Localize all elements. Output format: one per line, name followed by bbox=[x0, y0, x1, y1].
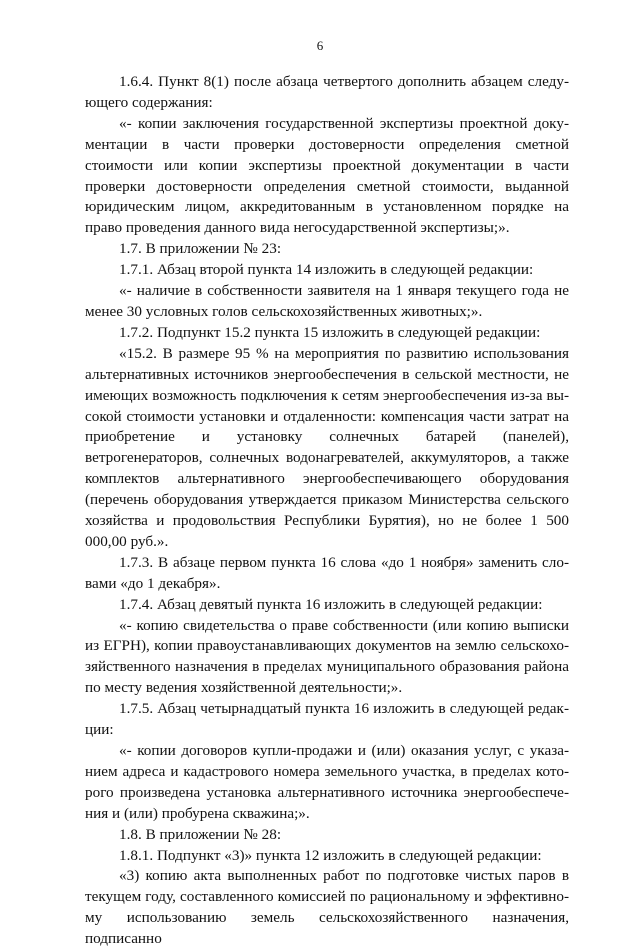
paragraph-1-7-2-quote: «15.2. В размере 95 % на мероприятия по развитию использования альтернативных источников энергообеспечения в сельской местности, не имеющих возможность подключения к сетям энергообеспечения из-за высокой стоимости установки и отдаленности: компенсация части затрат на приобретение и установку солнечных батарей (панелей), ветрогенераторов, солнечных водонагревателей, аккумуляторов, а также комплектов альтернативного энергообеспечивающего оборудования (перечень оборудования утверждается приказом Министерства сельского хозяйства и продовольствия Республики Бурятия), но не более 1 500 000,00 руб.». bbox=[85, 344, 569, 550]
paragraph-1-6-4-quote: «- копии заключения государственной экспертизы проектной документации в части проверки достоверности определения сметной стоимости или копии экспертизы проектной документации в части проверки достоверности определения сметной стоимости, выданной юридическим лицом, аккредитованным в установленном порядке на право проведения данного вида негосударственной экспертизы;». bbox=[85, 114, 569, 237]
paragraph-1-8-1: 1.8.1. Подпункт «3)» пункта 12 изложить в следующей редакции: bbox=[119, 846, 542, 864]
page-number: 6 bbox=[316, 38, 324, 53]
paragraph-1-7-5-quote: «- копии договоров купли-продажи и (или) оказания услуг, с указанием адреса и кадастрового номера земельного участка, в пределах которого произведена установка альтернативного источника энергообеспечения и (или) пробурена скважина;». bbox=[85, 742, 569, 822]
paragraph-1-7-4-quote: «- копию свидетельства о праве собственности (или копию выписки из ЕГРН), копии правоустанавливающих документов на землю сельскохозяйственного назначения в пределах муниципального образования района по месту ведения хозяйственной деятельности;». bbox=[85, 616, 569, 697]
paragraph-1-7-2: 1.7.2. Подпункт 15.2 пункта 15 изложить в следующей редакции: bbox=[119, 323, 541, 341]
document-body bbox=[85, 72, 569, 950]
paragraph-1-8: 1.8. В приложении № 28: bbox=[119, 825, 282, 843]
paragraph-1-8-1-quote: «3) копию акта выполненных работ по подготовке чистых паров в текущем году, составленного комиссией по рациональному и эффективному использованию земель сельскохозяйственного назначения, подписанно bbox=[85, 867, 569, 948]
paragraph-1-7-4: 1.7.4. Абзац девятый пункта 16 изложить в следующей редакции: bbox=[119, 595, 543, 613]
paragraph-1-7-1-quote: «- наличие в собственности заявителя на 1 января текущего года не менее 30 условных голов сельскохозяйственных животных;». bbox=[85, 282, 569, 320]
paragraph-1-6-4: 1.6.4. Пункт 8(1) после абзаца четвертого дополнить абзацем следующего содержания: bbox=[85, 73, 569, 111]
paragraph-1-7: 1.7. В приложении № 23: bbox=[119, 240, 282, 258]
paragraph-1-7-5: 1.7.5. Абзац четырнадцатый пункта 16 изложить в следующей редакции: bbox=[85, 700, 569, 739]
paragraph-1-7-1: 1.7.1. Абзац второй пункта 14 изложить в следующей редакции: bbox=[119, 261, 534, 279]
paragraph-1-7-3: 1.7.3. В абзаце первом пункта 16 слова «до 1 ноября» заменить словами «до 1 декабря». bbox=[85, 553, 569, 592]
